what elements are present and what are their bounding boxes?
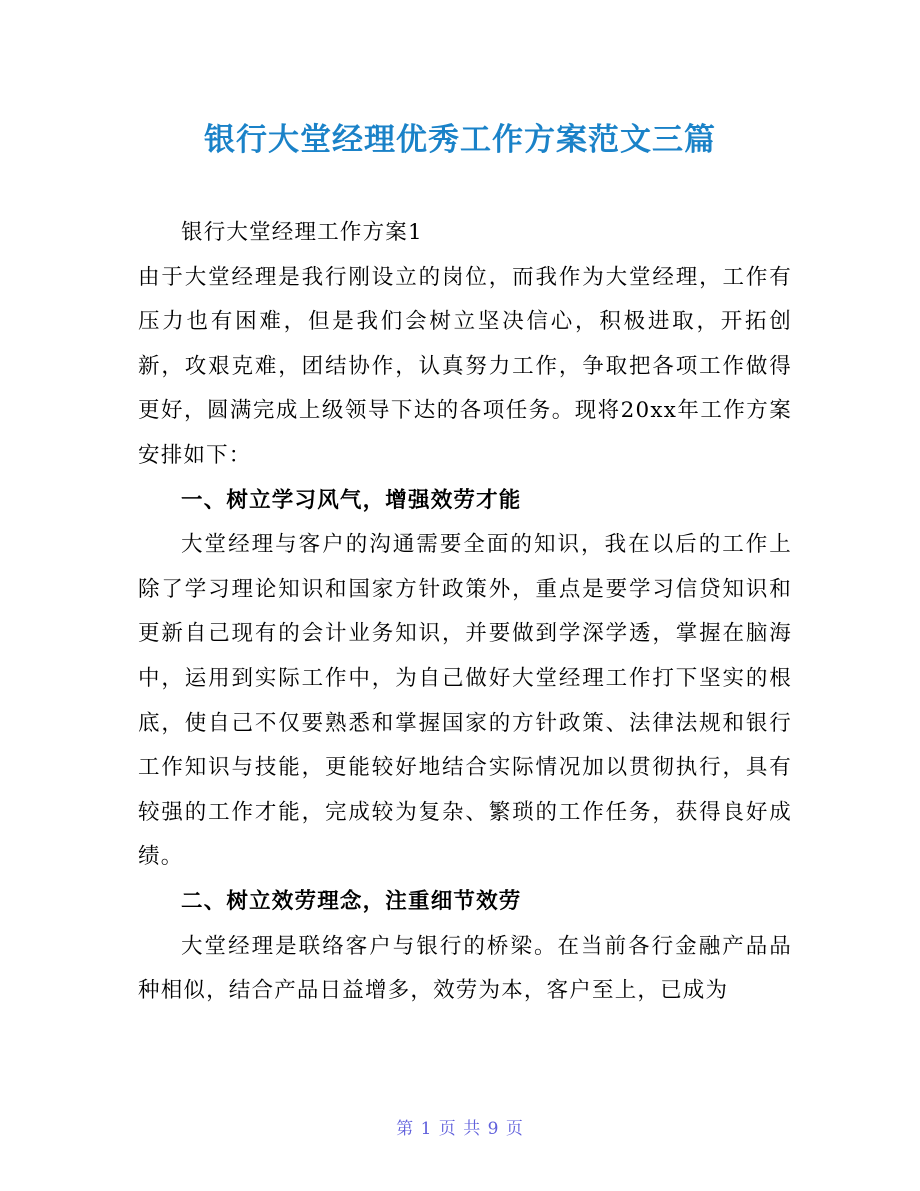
document-body	[138, 211, 792, 1014]
page-number-footer: 第 1 页 共 9 页	[396, 1119, 524, 1139]
section-paragraph-1: 大堂经理与客户的沟通需要全面的知识，我在以后的工作上除了学习理论知识和国家方针政策外，重点是要学习信贷知识和更新自己现有的会计业务知识，并要做到学深学透，掌握在脑海中，运用到实际工作中，为自己做好大堂经理工作打下坚实的根底，使自己不仅要熟悉和掌握国家的方针政策、法律法规和银行工作知识与技能，更能较好地结合实际情况加以贯彻执行，具有较强的工作才能，完成较为复杂、繁琐的工作任务，获得良好成绩。	[138, 532, 792, 870]
section-paragraph-2: 大堂经理是联络客户与银行的桥梁。在当前各行金融产品品种相似，结合产品日益增多，效劳为本，客户至上，已成为	[138, 933, 792, 1004]
section-heading-2: 二、树立效劳理念，注重细节效劳	[181, 888, 522, 914]
section-heading-1: 一、树立学习风气，增强效劳才能	[181, 487, 522, 513]
document-title: 银行大堂经理优秀工作方案范文三篇	[204, 122, 716, 158]
intro-paragraph: 由于大堂经理是我行刚设立的岗位，而我作为大堂经理，工作有压力也有困难，但是我们会树立坚决信心，积极进取，开拓创新，攻艰克难，团结协作，认真努力工作，争取把各项工作做得更好，圆满完成上级领导下达的各项任务。现将20xx年工作方案安排如下：	[138, 264, 792, 468]
plan-label: 银行大堂经理工作方案1	[181, 220, 423, 245]
